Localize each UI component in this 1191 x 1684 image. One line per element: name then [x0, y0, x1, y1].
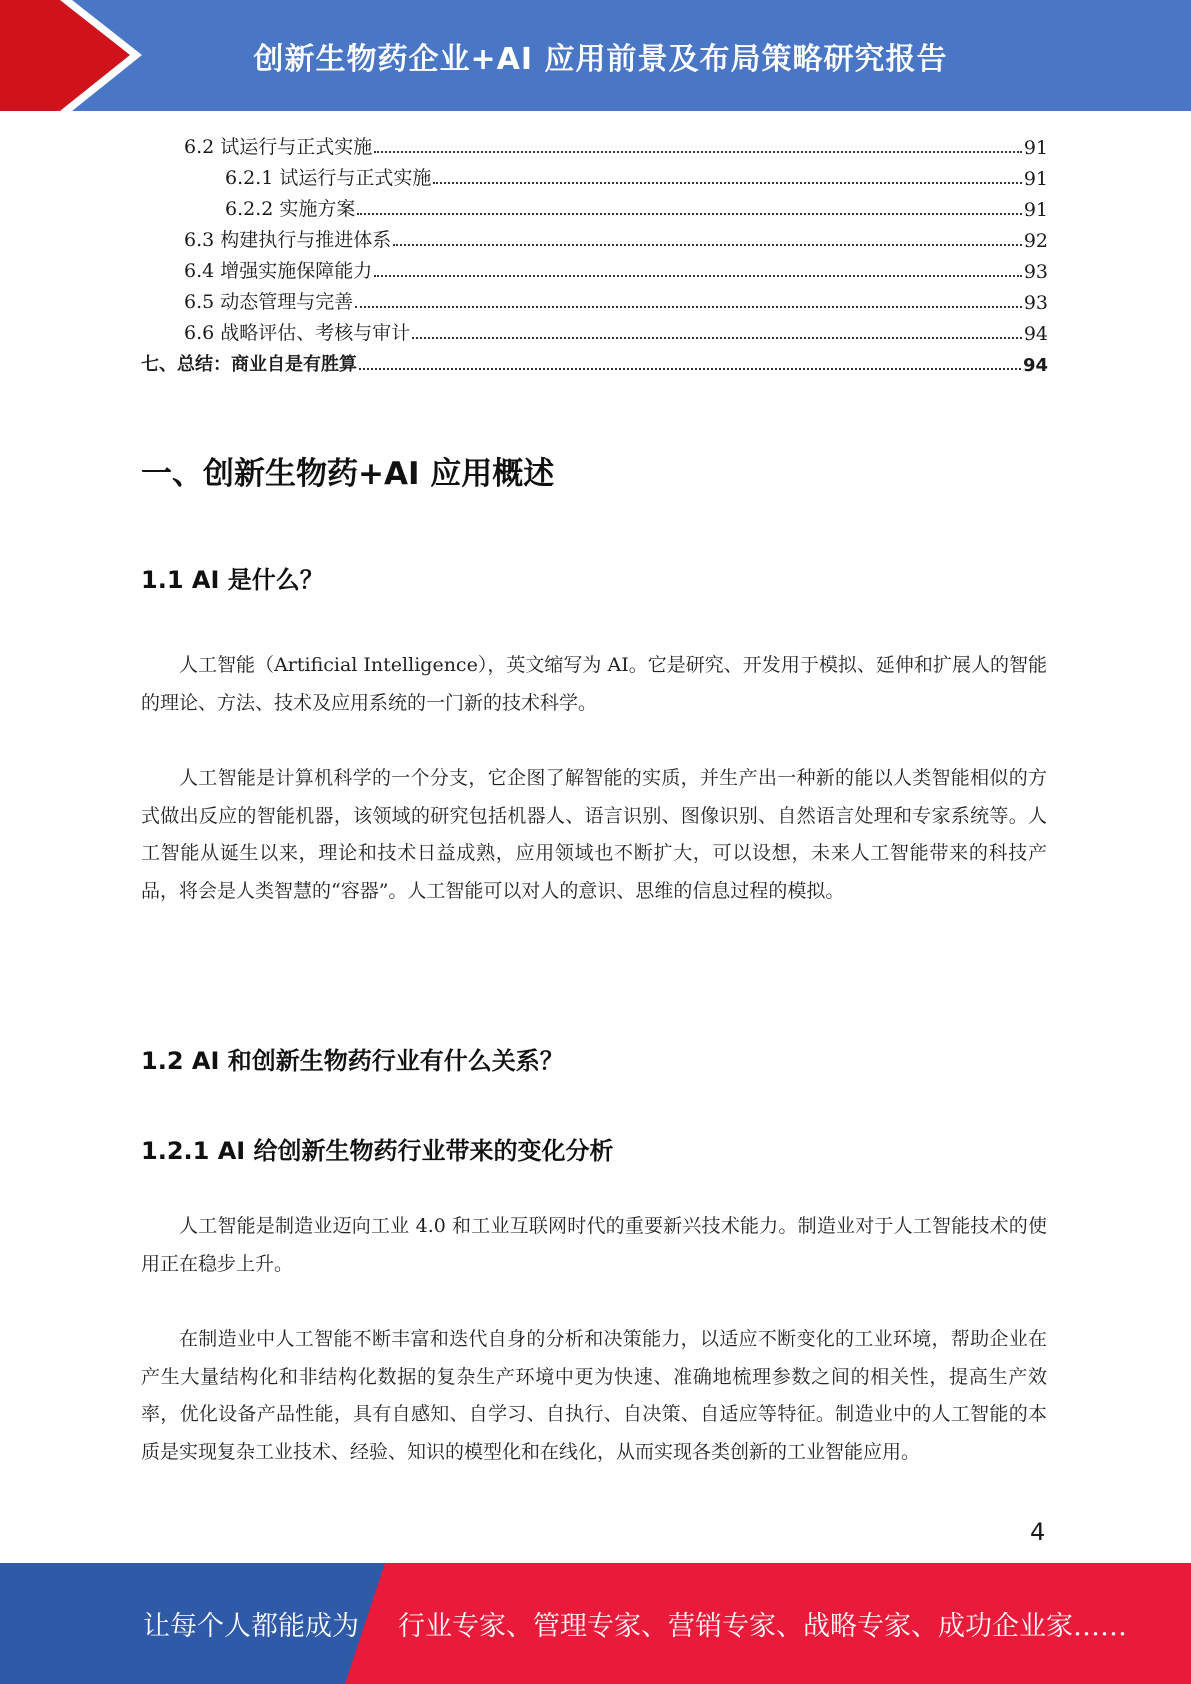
toc-entry-label: 6.2.1 试运行与正式实施 [225, 167, 432, 189]
toc-entry-label: 6.2.2 实施方案 [225, 198, 356, 220]
toc-entry[interactable] [141, 159, 1048, 190]
toc-entry[interactable] [141, 283, 1048, 314]
toc-entry-page: 93 [1023, 261, 1048, 283]
toc-leader [355, 306, 1022, 308]
chapter-heading: 一、创新生物药+AI 应用概述 [141, 456, 555, 492]
toc-entry[interactable] [141, 345, 1048, 376]
header-banner [0, 0, 1191, 111]
toc-leader [374, 151, 1022, 153]
footer-banner [0, 1563, 1191, 1684]
toc-entry-label: 6.3 构建执行与推进体系 [184, 229, 392, 251]
section-heading: 1.1 AI 是什么？ [141, 566, 324, 594]
paragraph: 在制造业中人工智能不断丰富和迭代自身的分析和决策能力，以适应不断变化的工业环境，帮助企业在产生大量结构化和非结构化数据的复杂生产环境中更为快速、准确地梳理参数之间的相关性，提高生产效率，优化设备产品性能，具有自感知、自学习、自执行、自决策、自适应等特征。制造业中的人工智能的本质是实现复杂工业技术、经验、知识的模型化和在线化，从而实现各类创新的工业智能应用。 [141, 1328, 1047, 1463]
footer-slogan-left: 让每个人都能成为 [143, 1611, 359, 1642]
document-title: 创新生物药企业+AI 应用前景及布局策略研究报告 [253, 41, 948, 77]
page-number: 4 [1030, 1518, 1046, 1546]
toc-entry-page: 94 [1022, 355, 1048, 376]
subsection-heading: 1.2.1 AI 给创新生物药行业带来的变化分析 [141, 1137, 614, 1165]
toc-entry[interactable] [141, 190, 1048, 221]
toc-entry-page: 93 [1023, 292, 1048, 314]
footer-slogan-right: 行业专家、管理专家、营销专家、战略专家、成功企业家…… [398, 1611, 1127, 1642]
toc-leader [393, 244, 1022, 246]
toc-entry[interactable] [141, 221, 1048, 252]
toc-entry-label: 6.5 动态管理与完善 [184, 291, 354, 313]
table-of-contents [141, 128, 1048, 376]
toc-entry-page: 91 [1023, 168, 1048, 190]
toc-entry[interactable] [141, 128, 1048, 159]
toc-leader [433, 182, 1021, 184]
paragraph: 人工智能（Artificial Intelligence），英文缩写为 AI。它是研究、开发用于模拟、延伸和扩展人的智能的理论、方法、技术及应用系统的一门新的技术科学。 [141, 654, 1047, 714]
header-arrow-decoration [0, 0, 150, 111]
toc-entry-label: 七、总结：商业自是有胜算 [141, 354, 357, 375]
toc-leader [357, 213, 1021, 215]
toc-entry-page: 92 [1023, 230, 1048, 252]
toc-leader [412, 337, 1022, 339]
toc-entry-page: 94 [1023, 323, 1048, 345]
paragraph: 人工智能是制造业迈向工业 4.0 和工业互联网时代的重要新兴技术能力。制造业对于人工智能技术的使用正在稳步上升。 [141, 1215, 1047, 1275]
toc-entry-label: 6.2 试运行与正式实施 [184, 136, 373, 158]
toc-entry-label: 6.4 增强实施保障能力 [184, 260, 373, 282]
toc-entry[interactable] [141, 252, 1048, 283]
toc-leader [374, 275, 1022, 277]
paragraph: 人工智能是计算机科学的一个分支，它企图了解智能的实质，并生产出一种新的能以人类智能相似的方式做出反应的智能机器，该领域的研究包括机器人、语言识别、图像识别、自然语言处理和专家系统等。人工智能从诞生以来，理论和技术日益成熟，应用领域也不断扩大，可以设想，未来人工智能带来的科技产品，将会是人类智慧的“容器”。人工智能可以对人的意识、思维的信息过程的模拟。 [141, 767, 1047, 902]
toc-leader [359, 368, 1021, 370]
toc-entry-page: 91 [1023, 137, 1048, 159]
toc-entry[interactable] [141, 314, 1048, 345]
toc-entry-label: 6.6 战略评估、考核与审计 [184, 322, 411, 344]
section-heading: 1.2 AI 和创新生物药行业有什么关系？ [141, 1047, 564, 1075]
toc-entry-page: 91 [1023, 199, 1048, 221]
